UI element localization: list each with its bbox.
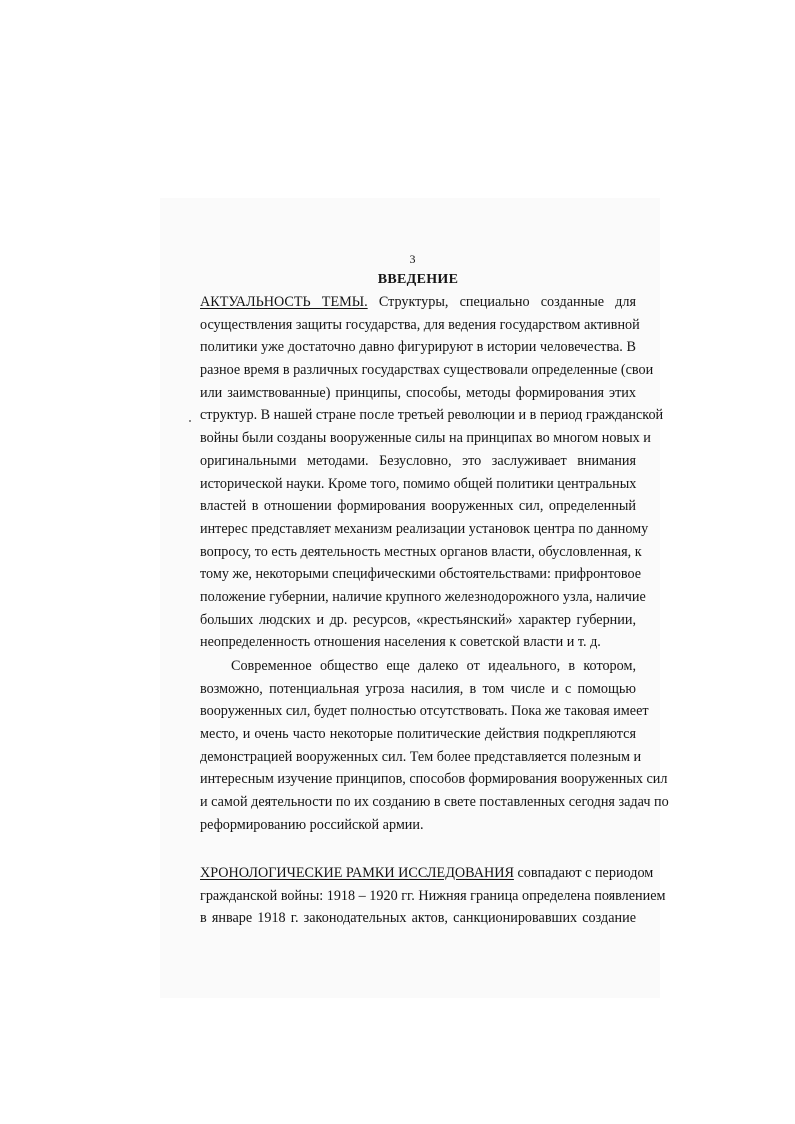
paragraph-line: интерес представляет механизм реализации установок центра по данному [200, 520, 649, 537]
relevance-lead: АКТУАЛЬНОСТЬ ТЕМЫ. [200, 294, 368, 310]
chronology-paragraph [200, 862, 666, 930]
section-heading: ВВЕДЕНИЕ [377, 272, 459, 287]
paragraph-line: гражданской войны: 1918 – 1920 гг. Нижняя граница определена появлением [200, 887, 666, 904]
scan-speck [189, 420, 191, 422]
paragraph-line: интересным изучение принципов, способов формирования вооруженных сил [200, 771, 668, 788]
paragraph-line: место, и очень часто некоторые политические действия подкрепляются [200, 726, 636, 743]
paragraph-line: демонстрацией вооруженных сил. Тем более представляется полезным и [200, 748, 642, 765]
paragraph-line: неопределенность отношения населения к советской власти и т. д. [200, 634, 601, 651]
page-number: 3 [409, 252, 416, 266]
paragraph-line: положение губернии, наличие крупного железнодорожного узла, наличие [200, 588, 646, 605]
paragraph-line: оригинальными методами. Безусловно, это заслуживает внимания [200, 452, 636, 469]
paragraph-line: вопросу, то есть деятельность местных органов власти, обусловленная, к [200, 543, 642, 560]
paragraph-first-line [200, 291, 636, 314]
paragraph-line: разное время в различных государствах существовали определенные (свои [200, 362, 654, 379]
paragraph-first-line [200, 862, 654, 885]
relevance-paragraph [200, 291, 664, 654]
chronology-first-line-rest: совпадают с периодом [517, 865, 654, 881]
chronology-lead: ХРОНОЛОГИЧЕСКИЕ РАМКИ ИССЛЕДОВАНИЯ [200, 865, 514, 881]
paragraph-line: тому же, некоторыми специфическими обстоятельствами: прифронтовое [200, 566, 642, 583]
paragraph-line: вооруженных сил, будет полностью отсутствовать. Пока же таковая имеет [200, 703, 649, 720]
paragraph-line: в январе 1918 г. законодательных актов, санкционировавших создание [200, 910, 636, 927]
modern-society-paragraph [200, 655, 669, 837]
paragraph-line: войны были созданы вооруженные силы на принципах во многом новых и [200, 430, 651, 447]
paragraph-line: политики уже достаточно давно фигурируют в истории человечества. В [200, 339, 636, 356]
paragraph-line: реформированию российской армии. [200, 816, 424, 833]
paragraph-line: структур. В нашей стране после третьей революции и в период гражданской [200, 407, 664, 424]
paragraph-line: осуществления защиты государства, для ведения государством активной [200, 316, 640, 333]
paragraph-line: возможно, потенциальная угроза насилия, в том числе и с помощью [200, 680, 636, 697]
paragraph-line: исторической науки. Кроме того, помимо общей политики центральных [200, 475, 637, 492]
relevance-first-line-rest: Структуры, специально созданные для [378, 294, 636, 310]
paragraph-line: больших людских и др. ресурсов, «крестьянский» характер губернии, [200, 611, 636, 628]
paragraph-line: и самой деятельности по их созданию в свете поставленных сегодня задач по [200, 794, 669, 811]
paragraph-line: или заимствованные) принципы, способы, методы формирования этих [200, 384, 636, 401]
paragraph-line: властей в отношении формирования вооруженных сил, определенный [200, 498, 636, 515]
paragraph-line: Современное общество еще далеко от идеального, в котором, [231, 658, 636, 674]
